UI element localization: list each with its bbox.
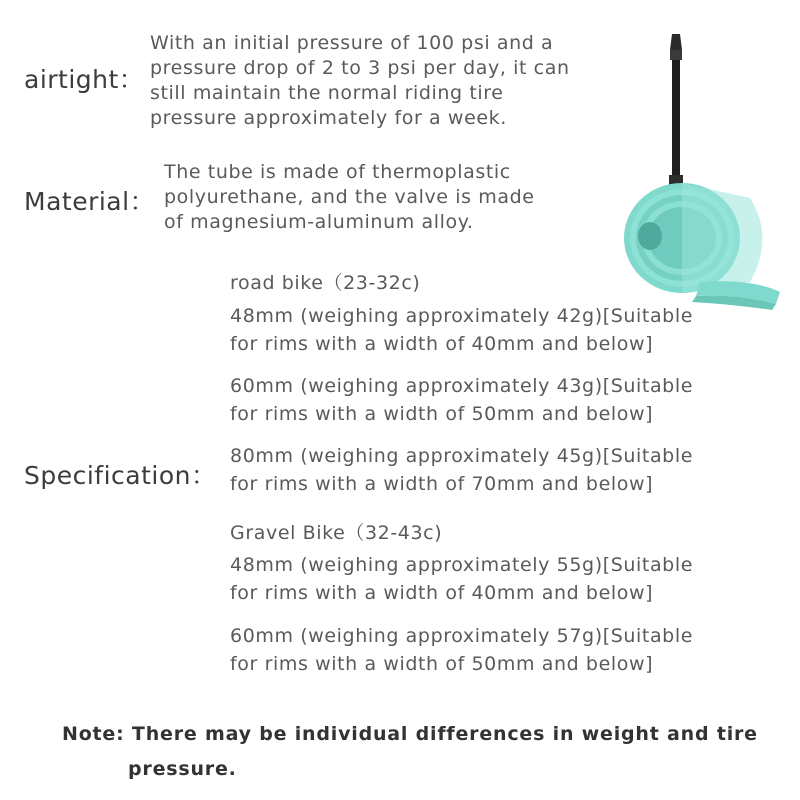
airtight-line: pressure drop of 2 to 3 psi per day, it can — [150, 57, 570, 79]
airtight-description — [150, 31, 570, 131]
material-label: Material： — [24, 187, 156, 216]
airtight-line: pressure approximately for a week. — [150, 107, 507, 129]
airtight-line: still maintain the normal riding tire — [150, 82, 504, 104]
spec-line: for rims with a width of 50mm and below] — [230, 653, 654, 675]
material-line: The tube is made of thermoplastic — [164, 161, 511, 183]
note-line-2: pressure. — [128, 758, 237, 780]
material-description — [164, 160, 535, 235]
gravel-bike-title-text: Gravel Bike（32-43c) — [230, 522, 443, 544]
tube-roll-hole-icon — [638, 222, 662, 250]
gravel-bike-title — [230, 519, 442, 547]
material-line: of magnesium-aluminum alloy. — [164, 211, 474, 233]
gravel-spec-60mm — [230, 622, 693, 678]
airtight-line: With an initial pressure of 100 psi and a — [150, 32, 554, 54]
valve-cap-icon — [670, 34, 682, 50]
road-spec-80mm — [230, 442, 693, 498]
spec-line: 60mm (weighing approximately 43g)[Suitable — [230, 375, 694, 397]
spec-line: 48mm (weighing approximately 55g)[Suitable — [230, 554, 694, 576]
spec-line: 60mm (weighing approximately 57g)[Suitable — [230, 625, 694, 647]
airtight-label: airtight： — [24, 65, 145, 94]
road-spec-60mm — [230, 372, 693, 428]
gravel-spec-48mm — [230, 551, 693, 607]
material-line: polyurethane, and the valve is made — [164, 186, 535, 208]
spec-line: 48mm (weighing approximately 42g)[Suitable — [230, 305, 694, 327]
spec-line: for rims with a width of 40mm and below] — [230, 582, 654, 604]
valve-rings-icon — [670, 50, 682, 60]
spec-line: 80mm (weighing approximately 45g)[Suitable — [230, 445, 694, 467]
spec-line: for rims with a width of 50mm and below] — [230, 403, 654, 425]
inner-tube-product-icon — [600, 20, 790, 320]
specification-label: Specification： — [24, 461, 217, 490]
spec-line: for rims with a width of 70mm and below] — [230, 473, 654, 495]
road-bike-title — [230, 269, 420, 297]
road-bike-title-text: road bike（23-32c) — [230, 272, 421, 294]
note-line-1: Note: There may be individual differences in weight and tire — [62, 723, 758, 745]
valve-stem-icon — [672, 60, 680, 180]
spec-line: for rims with a width of 40mm and below] — [230, 333, 654, 355]
